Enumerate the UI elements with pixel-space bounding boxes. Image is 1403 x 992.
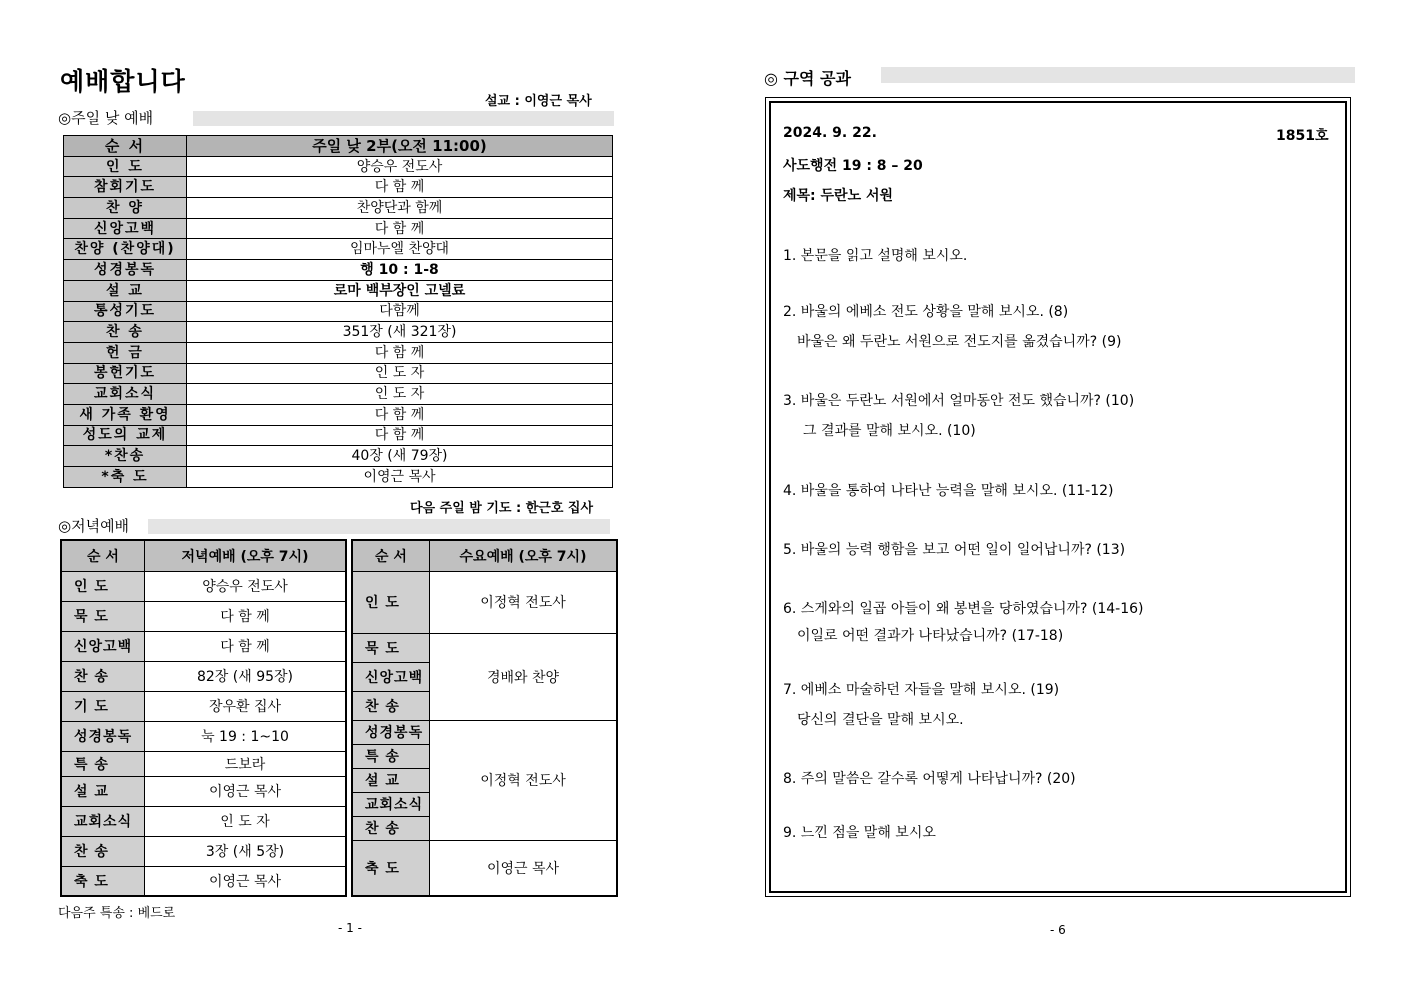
table-row [61, 661, 346, 691]
order-label: 봉헌기도 [64, 363, 187, 384]
header-order: 순 서 [352, 540, 430, 571]
lesson-date: 2024. 9. 22. [783, 125, 877, 141]
order-label: 특 송 [352, 744, 430, 768]
table-row [61, 836, 346, 866]
table-row [61, 866, 346, 896]
page-number: - 1 - [338, 921, 362, 935]
row-value: 이영근 목사 [145, 776, 347, 806]
order-label: 신앙고백 [64, 218, 187, 239]
sermon-preacher: 설교 : 이영근 목사 [485, 94, 592, 109]
table-row [352, 840, 617, 896]
wednesday-service-table [351, 539, 618, 897]
row-value: 인 도 자 [187, 363, 613, 384]
row-value: 인 도 자 [145, 806, 347, 836]
table-row [64, 363, 613, 384]
row-value: 82장 (새 95장) [145, 661, 347, 691]
question-item: 8. 주의 말씀은 갈수록 어떻게 나타납니까? (20) [783, 771, 1076, 787]
row-value: 이영근 목사 [187, 467, 613, 488]
row-value: 다 함 께 [187, 404, 613, 425]
table-row [64, 280, 613, 301]
table-header-row [352, 540, 617, 571]
table-row [61, 631, 346, 661]
question-item: 2. 바울의 에베소 전도 상황을 말해 보시오. (8) [783, 304, 1069, 320]
row-value: 로마 백부장인 고넬료 [187, 280, 613, 301]
order-label: 특 송 [61, 751, 145, 776]
table-row [61, 571, 346, 601]
order-label: 통성기도 [64, 301, 187, 322]
table-row [64, 156, 613, 177]
order-label: 신앙고백 [61, 631, 145, 661]
morning-service-table [63, 135, 613, 488]
next-prayer-note: 다음 주일 밤 기도 : 한근호 집사 [410, 501, 594, 516]
order-label: 묵 도 [352, 633, 430, 662]
row-value: 드보라 [145, 751, 347, 776]
row-value: 눅 19 : 1~10 [145, 721, 347, 751]
table-row [64, 198, 613, 219]
question-item: 7. 에베소 마술하던 자들을 말해 보시오. (19) [783, 682, 1060, 698]
table-row [61, 691, 346, 721]
issue-number: 1851호 [1276, 128, 1329, 144]
table-row [61, 721, 346, 751]
question-item: 5. 바울의 능력 행함을 보고 어떤 일이 일어납니까? (13) [783, 542, 1126, 558]
order-label: 찬 송 [64, 322, 187, 343]
order-label: 성경봉독 [61, 721, 145, 751]
order-label: 축 도 [352, 840, 430, 896]
evening-service-heading: ◎저녁예배 [58, 517, 130, 535]
order-label: 찬양 (찬양대) [64, 239, 187, 260]
order-label: 성경봉독 [64, 260, 187, 281]
order-label: 인 도 [64, 156, 187, 177]
row-value: 이정혁 전도사 [430, 720, 618, 840]
header-service-time: 주일 낮 2부(오전 11:00) [187, 136, 613, 157]
table-row [64, 467, 613, 488]
order-label: 신앙고백 [352, 662, 430, 691]
order-label: 헌 금 [64, 342, 187, 363]
question-item: 이일로 어떤 결과가 나타났습니까? (17-18) [797, 628, 1064, 644]
next-special-song: 다음주 특송 : 베드로 [58, 906, 176, 921]
order-label: 교회소식 [61, 806, 145, 836]
order-label: *축 도 [64, 467, 187, 488]
row-value: 3장 (새 5장) [145, 836, 347, 866]
order-label: 새 가족 환영 [64, 404, 187, 425]
row-value: 다 함 께 [187, 218, 613, 239]
order-label: 찬 송 [352, 816, 430, 840]
row-value: 찬양단과 함께 [187, 198, 613, 219]
order-label: 설 교 [352, 768, 430, 792]
question-item: 바울은 왜 두란노 서원으로 전도지를 옮겼습니까? (9) [797, 334, 1122, 350]
row-value: 다함께 [187, 301, 613, 322]
order-label: 설 교 [61, 776, 145, 806]
table-row [61, 751, 346, 776]
row-value: 이영근 목사 [145, 866, 347, 896]
row-value: 장우환 집사 [145, 691, 347, 721]
row-value: 40장 (새 79장) [187, 446, 613, 467]
question-item: 4. 바울을 통하여 나타난 능력을 말해 보시오. (11-12) [783, 483, 1114, 499]
table-row [64, 260, 613, 281]
order-label: 성도의 교제 [64, 425, 187, 446]
question-item: 1. 본문을 읽고 설명해 보시오. [783, 248, 968, 264]
table-row [64, 301, 613, 322]
question-item: 6. 스게와의 일곱 아들이 왜 봉변을 당하였습니까? (14-16) [783, 601, 1144, 617]
table-header-row [64, 136, 613, 157]
row-value: 다 함 께 [187, 425, 613, 446]
question-item: 3. 바울은 두란노 서원에서 얼마동안 전도 했습니까? (10) [783, 393, 1135, 409]
header-order: 순 서 [64, 136, 187, 157]
order-label: 인 도 [352, 571, 430, 633]
row-value: 양승우 전도사 [145, 571, 347, 601]
row-value: 다 함 께 [145, 631, 347, 661]
table-row [64, 425, 613, 446]
question-item: 당신의 결단을 말해 보시오. [797, 712, 964, 728]
row-value: 임마누엘 찬양대 [187, 239, 613, 260]
table-header-row [61, 540, 346, 571]
section-bar [881, 67, 1355, 83]
question-item: 그 결과를 말해 보시오. (10) [803, 423, 976, 439]
row-value: 이정혁 전도사 [430, 571, 618, 633]
order-label: 찬 송 [61, 836, 145, 866]
table-row [64, 384, 613, 405]
table-row [64, 342, 613, 363]
section-bar [148, 519, 610, 534]
order-label: 찬 송 [61, 661, 145, 691]
table-row [61, 601, 346, 631]
row-value: 행 10 : 1-8 [187, 260, 613, 281]
order-label: 묵 도 [61, 601, 145, 631]
order-label: 설 교 [64, 280, 187, 301]
table-row [64, 177, 613, 198]
order-label: 찬 송 [352, 691, 430, 720]
header-service-time: 수요예배 (오후 7시) [430, 540, 618, 571]
scripture-reference: 사도행전 19 : 8 – 20 [783, 158, 923, 174]
row-value: 다 함 께 [187, 342, 613, 363]
table-row [64, 404, 613, 425]
page-title: 예배합니다 [60, 67, 186, 96]
table-row [61, 806, 346, 836]
order-label: 축 도 [61, 866, 145, 896]
order-label: 교회소식 [352, 792, 430, 816]
row-value: 경배와 찬양 [430, 633, 618, 720]
row-value: 다 함 께 [145, 601, 347, 631]
table-row [64, 218, 613, 239]
question-item: 9. 느낀 점을 말해 보시오 [783, 825, 936, 841]
cell-lesson-title: ◎ 구역 공과 [764, 69, 851, 88]
lesson-subject: 제목: 두란노 서원 [783, 188, 894, 204]
morning-service-heading: ◎주일 낮 예배 [58, 109, 154, 127]
section-bar [193, 111, 614, 126]
header-service-time: 저녁예배 (오후 7시) [145, 540, 347, 571]
row-value: 인 도 자 [187, 384, 613, 405]
table-row [64, 446, 613, 467]
table-row [352, 571, 617, 633]
order-label: 성경봉독 [352, 720, 430, 744]
page-number: - 6 [1050, 923, 1066, 937]
table-row [61, 776, 346, 806]
order-label: 참회기도 [64, 177, 187, 198]
table-row [64, 322, 613, 343]
order-label: 찬 양 [64, 198, 187, 219]
row-value: 이영근 목사 [430, 840, 618, 896]
row-value: 다 함 께 [187, 177, 613, 198]
table-row [64, 239, 613, 260]
order-label: 인 도 [61, 571, 145, 601]
order-label: 기 도 [61, 691, 145, 721]
table-row [352, 720, 617, 744]
row-value: 양승우 전도사 [187, 156, 613, 177]
header-order: 순 서 [61, 540, 145, 571]
evening-service-table [60, 539, 347, 897]
row-value: 351장 (새 321장) [187, 322, 613, 343]
table-row [352, 633, 617, 662]
order-label: *찬송 [64, 446, 187, 467]
order-label: 교회소식 [64, 384, 187, 405]
